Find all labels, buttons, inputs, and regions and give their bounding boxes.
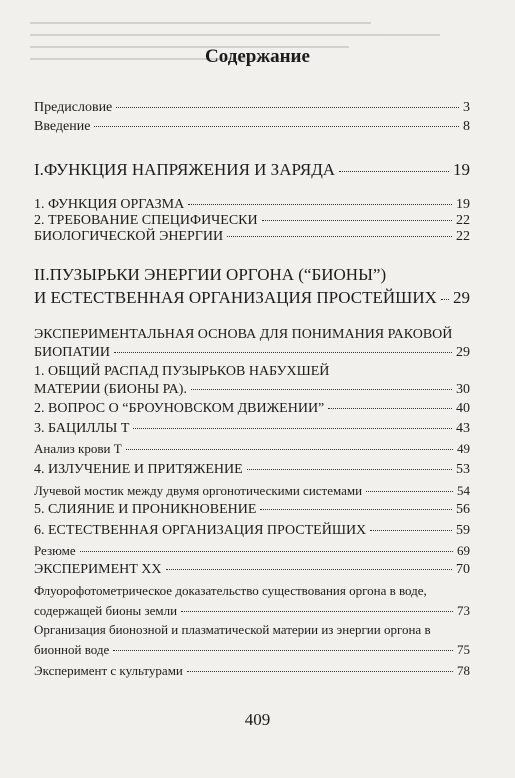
toc-entry <box>34 622 470 658</box>
toc-entry <box>34 441 470 457</box>
toc-entry <box>34 265 470 308</box>
dot-leader <box>227 236 452 237</box>
toc-entry-page: 30 <box>456 382 470 397</box>
toc-entry-label: И ЕСТЕСТВЕННАЯ ОРГАНИЗАЦИЯ ПРОСТЕЙШИХ <box>34 288 437 307</box>
dot-leader <box>181 611 453 612</box>
dot-leader <box>247 469 452 470</box>
toc-entry-page: 43 <box>456 421 470 436</box>
toc-entry-label-line1: 1. ОБЩИЙ РАСПАД ПУЗЫРЬКОВ НАБУХШЕЙ <box>34 364 330 379</box>
toc-entry-page: 56 <box>456 502 470 517</box>
dot-leader <box>187 671 453 672</box>
toc-entry-label: Резюме <box>34 543 76 558</box>
dot-leader <box>262 220 452 221</box>
dot-leader <box>188 204 452 205</box>
toc-entry-label: ЭКСПЕРИМЕНТ XX <box>34 562 162 577</box>
toc-entry-page: 59 <box>456 523 470 538</box>
toc-entry-label: 6. ЕСТЕСТВЕННАЯ ОРГАНИЗАЦИЯ ПРОСТЕЙШИХ <box>34 523 367 538</box>
toc-entry-label: БИОПАТИИ <box>34 345 111 360</box>
toc-entry-label: Эксперимент с культурами <box>34 663 183 678</box>
dot-leader <box>166 569 452 570</box>
toc-entry-page: 22 <box>456 213 470 228</box>
toc-entry-page: 78 <box>457 663 470 678</box>
toc-entry <box>34 213 470 229</box>
toc-entry <box>34 100 470 116</box>
toc-entry <box>34 119 470 135</box>
dot-leader <box>126 449 453 450</box>
dot-leader <box>191 389 452 390</box>
toc-entry-page: 19 <box>456 197 470 212</box>
dot-leader <box>80 551 453 552</box>
dot-leader <box>328 408 452 409</box>
toc-entry-label-line1: II.ПУЗЫРЬКИ ЭНЕРГИИ ОРГОНА (“БИОНЫ”) <box>34 265 387 284</box>
toc-entry-label: I.ФУНКЦИЯ НАПРЯЖЕНИЯ И ЗАРЯДА <box>34 160 336 179</box>
toc-entry <box>34 364 470 398</box>
toc-entry-label: 4. ИЗЛУЧЕНИЕ И ПРИТЯЖЕНИЕ <box>34 462 243 477</box>
toc-entry <box>34 562 470 578</box>
toc-entry-page: 8 <box>463 119 470 134</box>
dot-leader <box>133 428 452 429</box>
toc-entry <box>34 502 470 518</box>
dot-leader <box>339 171 449 172</box>
toc-entry-label-line1: Организация бионозной и плазматической материи из энергии оргона в <box>34 622 431 637</box>
toc-entry <box>34 543 470 559</box>
toc-entry-page: 29 <box>456 345 470 360</box>
toc-entry-label: БИОЛОГИЧЕСКОЙ ЭНЕРГИИ <box>34 229 224 244</box>
dot-leader <box>366 491 453 492</box>
toc-entry-page: 75 <box>457 642 470 657</box>
toc-entry-label: МАТЕРИИ (БИОНЫ РА). <box>34 382 187 397</box>
toc-entry <box>34 663 470 679</box>
toc-entry <box>34 327 470 361</box>
toc-entry-label: Введение <box>34 119 91 134</box>
toc-entry-page: 69 <box>457 543 470 558</box>
page-number: 409 <box>244 710 271 729</box>
toc-entry-label: 2. ТРЕБОВАНИЕ СПЕЦИФИЧЕСКИ <box>34 213 258 228</box>
dot-leader <box>260 509 452 510</box>
toc-entry-label: 3. БАЦИЛЛЫ Т <box>34 421 130 436</box>
toc-entry-page: 22 <box>456 229 470 244</box>
toc-entry <box>34 421 470 437</box>
toc-entry-label: Предисловие <box>34 100 113 115</box>
toc-entry <box>34 583 470 619</box>
dot-leader <box>370 530 452 531</box>
toc-entry <box>34 401 470 417</box>
toc-entry-label-line1: ЭКСПЕРИМЕНТАЛЬНАЯ ОСНОВА ДЛЯ ПОНИМАНИЯ РАКОВОЙ <box>34 327 453 342</box>
toc-entry <box>34 483 470 499</box>
toc-entry-page: 54 <box>457 483 470 498</box>
toc-entry-label-line1: Флуорофотометрическое доказательство существования оргона в воде, <box>34 583 427 598</box>
toc-entry-page: 49 <box>457 441 470 456</box>
toc-entry <box>34 462 470 478</box>
toc-entry-page: 73 <box>457 603 470 618</box>
toc-entry-page: 3 <box>463 100 470 115</box>
dot-leader <box>94 126 459 127</box>
toc-entry-label: 2. ВОПРОС О “БРОУНОВСКОМ ДВИЖЕНИИ” <box>34 401 325 416</box>
toc-entry-label: Анализ крови Т <box>34 441 122 456</box>
toc-entry-label: бионной воде <box>34 642 110 657</box>
toc-entry-page: 70 <box>456 562 470 577</box>
toc-entry-label: содержащей бионы земли <box>34 603 178 618</box>
dot-leader <box>113 650 453 651</box>
toc-entry <box>34 229 470 245</box>
toc-entry-label: 5. СЛИЯНИЕ И ПРОНИКНОВЕНИЕ <box>34 502 257 517</box>
dot-leader <box>116 107 459 108</box>
dot-leader <box>441 299 449 300</box>
toc-entry-label: Лучевой мостик между двумя оргонотическими системами <box>34 483 363 498</box>
dot-leader <box>114 352 452 353</box>
page-title: Содержание <box>205 46 310 67</box>
toc-entry-page: 19 <box>453 160 470 179</box>
toc-entry-label: 1. ФУНКЦИЯ ОРГАЗМА <box>34 197 185 212</box>
toc-entry-page: 29 <box>453 288 470 307</box>
toc-entry <box>34 160 470 180</box>
toc-entry-page: 53 <box>456 462 470 477</box>
toc-entry <box>34 523 470 539</box>
toc-entry <box>34 197 470 213</box>
toc-entry-page: 40 <box>456 401 470 416</box>
